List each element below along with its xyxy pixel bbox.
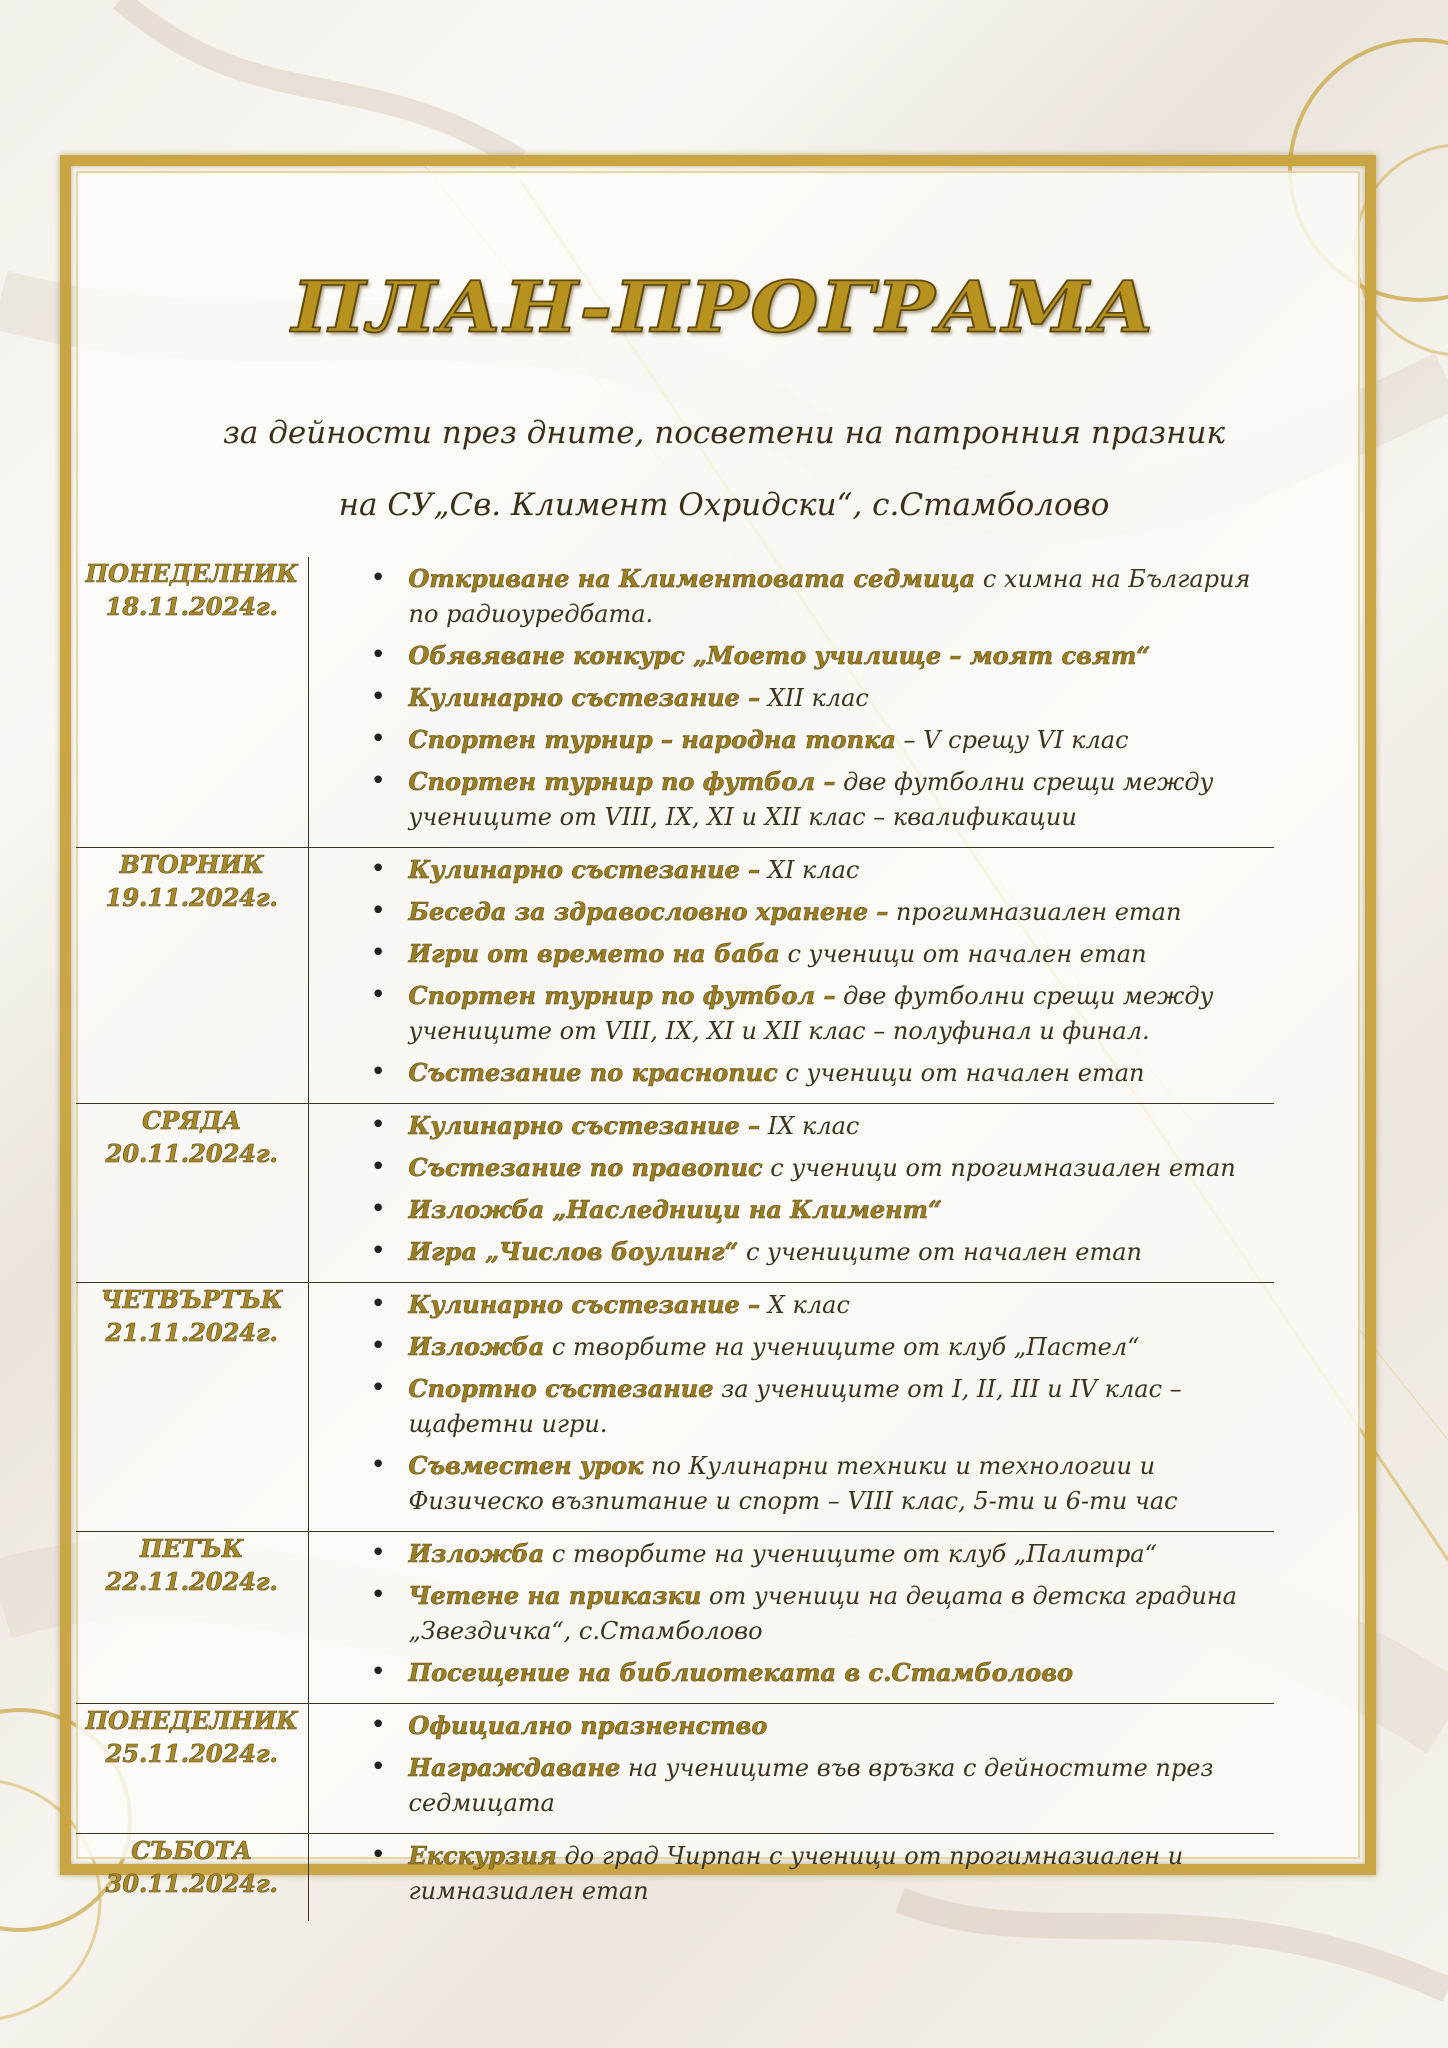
activities-cell (308, 1532, 1274, 1704)
activity-item (309, 1655, 1255, 1691)
activity-title: Екскурзия (408, 1841, 557, 1870)
activity-title: Игри от времето на баба (408, 939, 780, 968)
activity-details: с ученици от прогимназиален етап (762, 1154, 1236, 1182)
day-name: СРЯДА (142, 1106, 242, 1135)
day-cell (76, 1283, 308, 1532)
activity-title: Изложба „Наследници на Климент“ (408, 1195, 942, 1224)
activity-title: Четене на приказки (408, 1581, 702, 1610)
activity-details: с ученици от начален етап (779, 940, 1147, 968)
activity-details: две футболни срещи между учениците от VIII, IX, XI и XII клас – квалификации (408, 768, 1214, 831)
activity-item (309, 1448, 1255, 1519)
day-name: ВТОРНИК (119, 850, 264, 879)
activity-list (309, 1104, 1275, 1282)
day-name: ЧЕТВЪРТЪК (100, 1285, 283, 1314)
activity-details: X клас (760, 1291, 850, 1319)
schedule-row (76, 1104, 1274, 1283)
day-cell (76, 848, 308, 1104)
activity-title: Кулинарно състезание – (408, 683, 761, 712)
day-date: 25.11.2024г. (105, 1739, 278, 1768)
activity-item (309, 1708, 1255, 1744)
activity-list (309, 1532, 1275, 1703)
activities-cell (308, 1283, 1274, 1532)
activity-item (309, 764, 1255, 835)
activity-list (309, 1283, 1275, 1531)
activity-item (309, 894, 1255, 930)
activity-item (309, 561, 1255, 632)
activity-list (309, 848, 1275, 1103)
activity-details: XI клас (760, 856, 860, 884)
day-name: ПОНЕДЕЛНИК (85, 559, 299, 588)
activity-title: Съвместен урок (408, 1451, 644, 1480)
day-cell (76, 1834, 308, 1922)
activity-title: Кулинарно състезание – (408, 855, 761, 884)
activity-title: Спортно състезание (408, 1374, 714, 1403)
activity-title: Спортен турнир по футбол – (408, 981, 836, 1010)
day-cell (76, 1532, 308, 1704)
schedule-row (76, 1834, 1274, 1922)
activity-list (309, 1704, 1275, 1833)
activity-item (309, 638, 1255, 674)
activity-details: до град Чирпан с ученици от прогимназиален и гимназиален етап (408, 1842, 1184, 1905)
activity-details: с творбите на учениците от клуб „Палитра“ (544, 1540, 1157, 1568)
schedule-row (76, 1704, 1274, 1834)
day-cell (76, 557, 308, 848)
activity-item (309, 1536, 1255, 1572)
activity-details: с учениците от начален етап (738, 1238, 1143, 1266)
activity-details: IX клас (760, 1112, 860, 1140)
activity-list (309, 557, 1275, 847)
subtitle-line-2: на СУ„Св. Климент Охридски“, с.Стамболово (338, 487, 1110, 523)
activity-title: Награждаване (408, 1753, 621, 1782)
day-date: 30.11.2024г. (105, 1869, 278, 1898)
activities-cell (308, 1104, 1274, 1283)
activity-item (309, 1838, 1255, 1909)
activity-details: от ученици на децата в детска градина „Звездичка“, с.Стамболово (408, 1582, 1237, 1645)
schedule-table (76, 557, 1274, 1921)
page-title: ПЛАН-ПРОГРАМА (291, 266, 1157, 349)
activity-item (309, 1192, 1255, 1228)
activity-details: с творбите на учениците от клуб „Пастел“ (544, 1333, 1140, 1361)
activity-title: Изложба (408, 1332, 545, 1361)
day-date: 21.11.2024г. (105, 1318, 278, 1347)
activity-item (309, 852, 1255, 888)
activity-title: Официално празненство (408, 1711, 768, 1740)
activity-item (309, 1750, 1255, 1821)
day-date: 19.11.2024г. (105, 883, 278, 912)
activity-item (309, 722, 1255, 758)
activities-cell (308, 1834, 1274, 1922)
activity-title: Игра „Числов боулинг“ (408, 1237, 739, 1266)
activity-item (309, 1329, 1255, 1365)
activity-title: Беседа за здравословно хранене – (408, 897, 889, 926)
activities-cell (308, 557, 1274, 848)
activities-cell (308, 848, 1274, 1104)
day-date: 22.11.2024г. (105, 1567, 278, 1596)
activity-details: за учениците от I, II, III и IV клас – щафетни игри. (408, 1375, 1182, 1438)
activity-details: прогимназиален етап (888, 898, 1182, 926)
activity-item (309, 978, 1255, 1049)
day-date: 20.11.2024г. (105, 1139, 278, 1168)
activity-details: две футболни срещи между учениците от VIII, IX, XI и XII клас – полуфинал и финал. (408, 982, 1214, 1045)
activity-list (309, 1834, 1275, 1921)
activity-details: с ученици от начален етап (777, 1059, 1145, 1087)
subtitle-line-1: за дейности през дните, посветени на патронния празник (222, 415, 1225, 451)
activity-item (309, 680, 1255, 716)
activity-details: с химна на България по радиоуредбата. (408, 565, 1251, 628)
day-name: СЪБОТА (131, 1836, 253, 1865)
activity-title: Кулинарно състезание – (408, 1111, 761, 1140)
activity-item (309, 1150, 1255, 1186)
schedule-row (76, 1532, 1274, 1704)
activity-item (309, 1055, 1255, 1091)
activity-item (309, 1287, 1255, 1323)
day-name: ПЕТЪК (139, 1534, 244, 1563)
activity-title: Спортен турнир – народна топка (408, 725, 896, 754)
activity-details: на учениците във връзка с дейностите през седмицата (408, 1754, 1214, 1817)
activity-details: по Кулинарни техники и технологии и Физическо възпитание и спорт – VIII клас, 5-ти и 6-ти час (408, 1452, 1178, 1515)
activity-title: Обявяване конкурс „Моето училище – моят свят“ (408, 641, 1151, 670)
activity-title: Спортен турнир по футбол – (408, 767, 836, 796)
day-cell (76, 1104, 308, 1283)
activity-item (309, 936, 1255, 972)
activity-item (309, 1234, 1255, 1270)
schedule-row (76, 848, 1274, 1104)
day-date: 18.11.2024г. (105, 592, 278, 621)
day-cell (76, 1704, 308, 1834)
day-name: ПОНЕДЕЛНИК (85, 1706, 299, 1735)
activity-item (309, 1371, 1255, 1442)
activity-title: Изложба (408, 1539, 545, 1568)
schedule-row (76, 557, 1274, 848)
activity-item (309, 1108, 1255, 1144)
activity-title: Състезание по правопис (408, 1153, 763, 1182)
activity-title: Откриване на Климентовата седмица (408, 564, 976, 593)
activity-details: – V срещу VI клас (895, 726, 1129, 754)
activity-item (309, 1578, 1255, 1649)
activities-cell (308, 1704, 1274, 1834)
activity-title: Посещение на библиотеката в с.Стамболово (408, 1658, 1074, 1687)
schedule-row (76, 1283, 1274, 1532)
activity-title: Кулинарно състезание – (408, 1290, 761, 1319)
activity-title: Състезание по краснопис (408, 1058, 778, 1087)
activity-details: XII клас (760, 684, 869, 712)
